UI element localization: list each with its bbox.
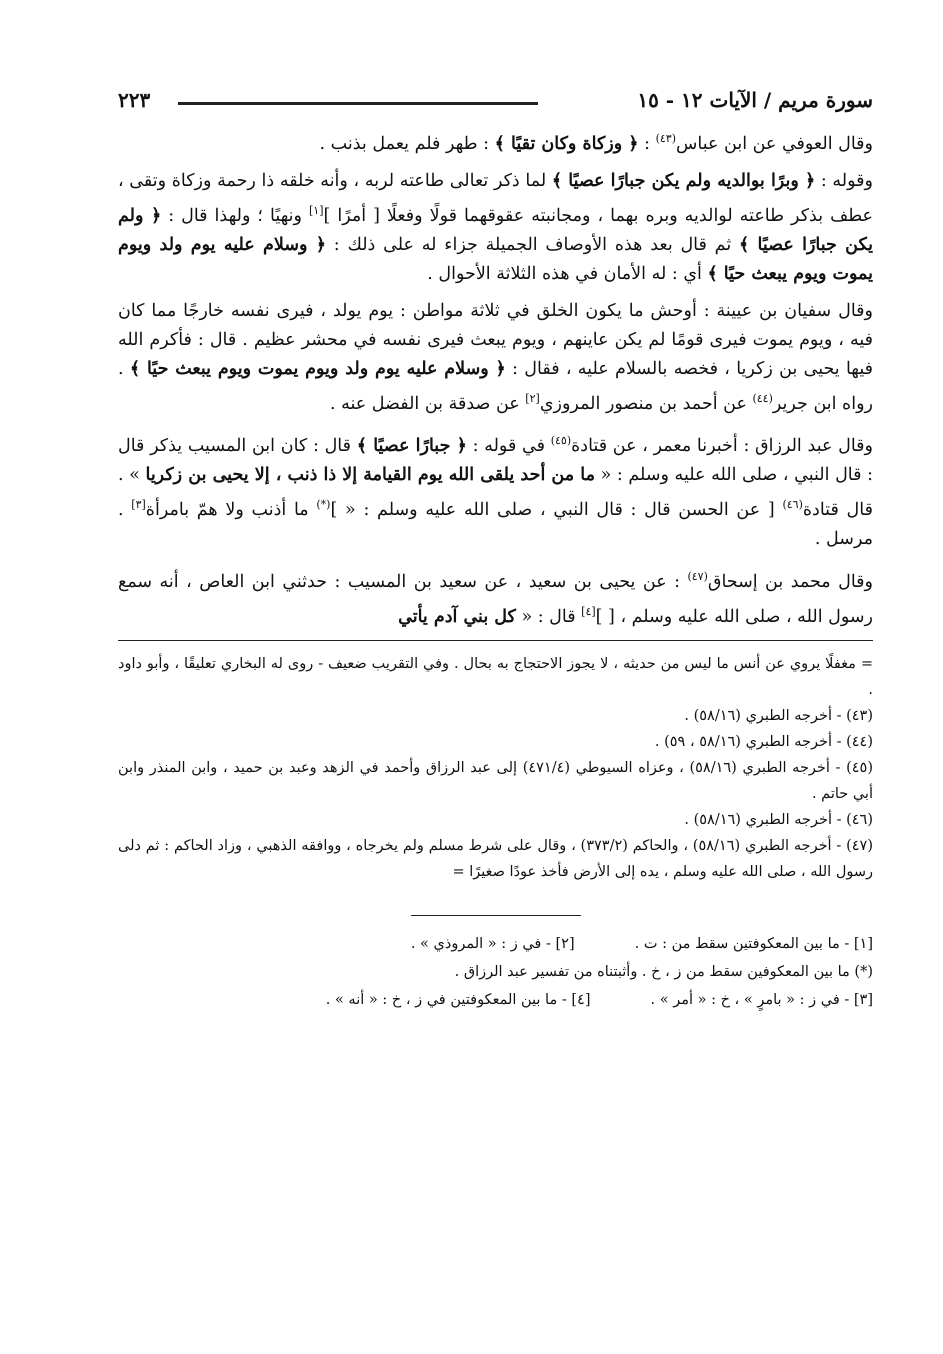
quote-text: ﴿ وزكاة وكان تقيًا ﴾ (494, 133, 639, 154)
editor-notes (118, 930, 873, 1014)
text-run: وقوله : (815, 170, 873, 191)
note-4: [٤] - ما بين المعكوفتين في ز ، خ : « أنه » . (325, 991, 591, 1008)
notes-row-1 (118, 930, 873, 958)
footnote-ref: [١] (309, 203, 324, 217)
note-star: (*) ما بين المعكوفين سقط من ز ، خ . وأثبتناه من تفسير عبد الرزاق . (454, 963, 873, 980)
note-1: [١] - ما بين المعكوفتين سقط من : ت . (634, 935, 873, 952)
notes-row-2 (118, 986, 873, 1014)
body-paragraph (118, 426, 873, 554)
note-2: [٢] - في ز : « المروذي » . (410, 935, 575, 952)
text-run: أي : له الأمان في هذه الثلاثة الأحوال . (427, 263, 708, 284)
body-paragraph (118, 297, 873, 419)
footnote: (٤٥) - أخرجه الطبري (٥٨/١٦) ، وعزاه السيوطي (٤٧١/٤) إلى عبد الرزاق وأحمد في الزهد وعبد بن حميد ، وابن المنذر وابن أبي حاتم . (118, 759, 873, 802)
footnote: (٤٦) - أخرجه الطبري (٥٨/١٦) . (684, 811, 873, 828)
quote-text: ﴿ ولم يكن جبارًا عصيًا ﴾ (118, 205, 873, 255)
footnote-ref: [٤] (581, 604, 596, 618)
quote-text: ﴿ جبارًا عصيًا ﴾ (356, 436, 467, 457)
body-text (118, 124, 873, 632)
footnote-ref: (٤٣) (655, 132, 677, 145)
footnote: (٤٤) - أخرجه الطبري (٥٨/١٦ ، ٥٩) . (654, 733, 873, 750)
document-page (118, 88, 873, 1014)
header-rule (178, 102, 538, 105)
text-run: » . قال قتادة (118, 465, 873, 521)
quote-text: ﴿ وبرًا بوالديه ولم يكن جبارًا عصيًا ﴾ (551, 170, 816, 191)
text-run: عن صدقة بن الفضل عنه . (330, 393, 526, 414)
text-run: : طهر فلم يعمل بذنب . (319, 133, 495, 154)
footnote: = مغفلًا يروي عن أنس ما ليس من حديثه ، لا يجوز الاحتجاج به بحال . وفي التقريب ضعيف - روى له البخاري تعليقًا ، وأبو داود . (118, 655, 873, 698)
text-run: وقال سفيان بن عيينة : أوحش ما يكون الخلق في ثلاثة مواطن : يوم يولد ، فيرى نفسه خارجًا مما كان فيه ، ويوم يموت فيرى قومًا لم يكن عاينهم ، ويوم يبعث فيرى نفسه في محشر عظيم . قال : فأكرم الله فيها يحيى بن زكريا ، فخصه بالسلام عليه ، فقال : (118, 300, 873, 379)
text-run: ونهيًا ؛ ولهذا قال : (161, 205, 309, 226)
footnotes (118, 651, 873, 885)
text-run: قال : « (515, 606, 582, 627)
text-run: عن أحمد بن منصور المروزي (539, 393, 753, 414)
text-run: ما أذنب ولا همّ بامرأة (145, 500, 309, 521)
text-run: ثم قال بعد هذه الأوصاف الجميلة جزاء له على ذلك : (326, 234, 739, 255)
text-run: . مرسل . (118, 500, 873, 550)
text-run: وقال محمد بن إسحاق (707, 571, 874, 592)
quote-text: كل بني آدم يأتي (398, 606, 516, 627)
text-run: لما ذكر تعالى طاعته لربه ، وأنه خلقه ذا رحمة وزكاة وتقى ، عطف بذكر طاعته لوالديه وبره بهما ، ومجانبته عقوقهما قولًا وفعلًا [ أمرًا ] (118, 170, 873, 226)
footnote: (٤٣) - أخرجه الطبري (٥٨/١٦) . (684, 707, 873, 724)
text-run: وقال العوفي عن ابن عباس (676, 133, 873, 154)
text-run: وقال عبد الرزاق : أخبرنا معمر ، عن قتادة (571, 436, 873, 457)
body-paragraph (118, 562, 873, 632)
footnote-separator (118, 640, 873, 641)
footnote-ref: (٤٥) (550, 434, 572, 448)
footnote-ref: [٣] (131, 498, 146, 512)
text-run: في قوله : (466, 436, 551, 457)
quote-text: ﴿ وسلام عليه يوم ولد ويوم يموت ويوم يبعث حيًا ﴾ (118, 234, 873, 284)
footnote-ref: [٢] (525, 391, 540, 405)
body-paragraph (118, 167, 873, 289)
running-title: سورة مريم / الآيات ١٢ - ١٥ (637, 88, 873, 112)
footnote-ref: (٤٧) (687, 570, 708, 584)
page-number: ٢٢٣ (118, 88, 151, 112)
quote-text: ما من أحد يلقى الله يوم القيامة إلا ذا ذنب ، إلا يحيى بن زكريا (145, 465, 595, 486)
note-3: [٣] - في ز : « بامرٍ » ، خ : « أمر » . (650, 991, 873, 1008)
page-header (118, 88, 873, 124)
footnote: (٤٧) - أخرجه الطبري (٥٨/١٦) ، والحاكم (٣٧٣/٢) ، وقال على شرط مسلم ولم يخرجاه ، ووافقه الذهبي ، وزاد الحاكم : ثم دلى رسول الله ، صلى الله عليه وسلم ، يده إلى الأرض فأخذ عودًا صغيرًا = (118, 837, 873, 880)
text-run: قال : كان ابن المسيب يذكر قال : قال النبي ، صلى الله عليه وسلم : « (118, 436, 873, 486)
footnote-ref: (*) (316, 498, 331, 512)
notes-separator (411, 915, 581, 916)
text-run: : (638, 133, 656, 154)
text-run: : عن يحيى بن سعيد ، عن سعيد بن المسيب : حدثني ابن العاص ، أنه سمع رسول الله ، صلى الله عليه وسلم ، [ ] (118, 571, 873, 627)
quote-text: ﴿ وسلام عليه يوم ولد ويوم يموت ويوم يبعث حيًا ﴾ (129, 358, 506, 379)
body-paragraph (118, 124, 873, 159)
text-run: [ عن الحسن قال : قال النبي ، صلى الله عليه وسلم : « ] (330, 500, 783, 521)
footnote-ref: (٤٤) (752, 391, 773, 405)
footnote-ref: (٤٦) (782, 498, 803, 512)
text-run: . رواه ابن جرير (118, 358, 873, 414)
